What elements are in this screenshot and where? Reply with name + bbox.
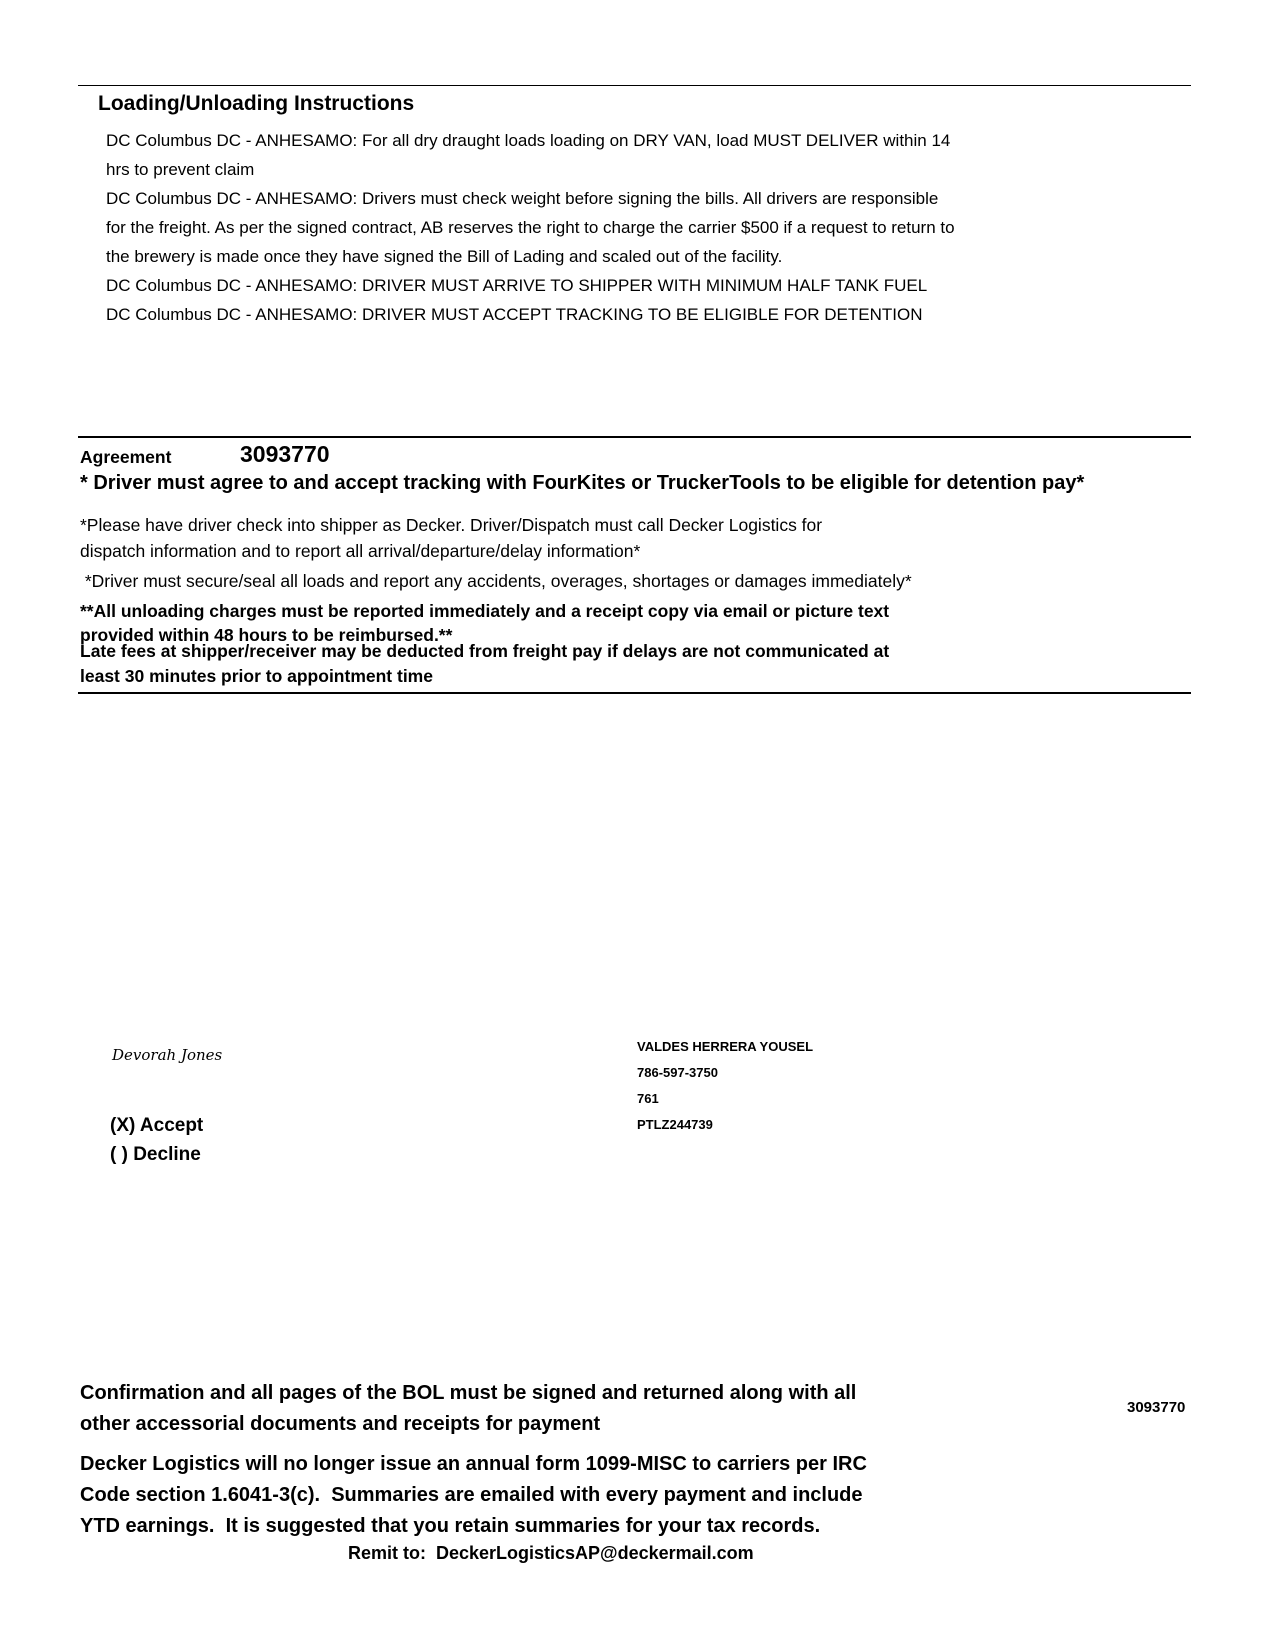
agreement-divider-bottom: [78, 692, 1191, 694]
tax-notice-line: YTD earnings. It is suggested that you retain summaries for your tax records.: [80, 1515, 821, 1537]
tracking-notice: * Driver must agree to and accept tracking with FourKites or TruckerTools to be eligible for detention pay*: [80, 472, 1085, 494]
instruction-line: DC Columbus DC - ANHESAMO: For all dry draught loads loading on DRY VAN, load MUST DELIVER within 14: [106, 131, 951, 150]
instruction-line: DC Columbus DC - ANHESAMO: DRIVER MUST ACCEPT TRACKING TO BE ELIGIBLE FOR DETENTION: [106, 305, 923, 324]
instruction-line: hrs to prevent claim: [106, 160, 255, 179]
page-agreement-code: 3093770: [1127, 1399, 1186, 1416]
carrier-phone: 786-597-3750: [637, 1065, 718, 1080]
tax-notice: [80, 1449, 867, 1542]
tax-notice-line: Decker Logistics will no longer issue an annual form 1099-MISC to carriers per IRC: [80, 1453, 867, 1475]
checkin-instruction: *Please have driver check into shipper as Decker. Driver/Dispatch must call Decker Logistics for: [80, 515, 823, 535]
instruction-line: DC Columbus DC - ANHESAMO: Drivers must check weight before signing the bills. All drivers are responsible: [106, 189, 939, 208]
checkin-instruction: dispatch information and to report all arrival/departure/delay information*: [80, 541, 641, 561]
carrier-trailer-number: PTLZ244739: [637, 1117, 713, 1132]
confirmation-notice: [80, 1378, 856, 1440]
accept-option: [110, 1111, 203, 1169]
loading-instructions-heading: Loading/Unloading Instructions: [98, 92, 415, 115]
unloading-charges-notice: **All unloading charges must be reported immediately and a receipt copy via email or picture text: [80, 601, 890, 621]
loading-instructions-body: [106, 126, 955, 329]
instruction-line: DC Columbus DC - ANHESAMO: DRIVER MUST ARRIVE TO SHIPPER WITH MINIMUM HALF TANK FUEL: [106, 276, 928, 295]
remit-to-email: Remit to: DeckerLogisticsAP@deckermail.com: [348, 1543, 754, 1563]
late-fees-notice: Late fees at shipper/receiver may be deducted from freight pay if delays are not communicated at: [80, 641, 890, 661]
agreement-label: Agreement: [80, 447, 172, 467]
late-fees-notice: least 30 minutes prior to appointment time: [80, 666, 433, 686]
agreement-number: 3093770: [240, 441, 330, 467]
secure-instruction: *Driver must secure/seal all loads and report any accidents, overages, shortages or damages immediately*: [80, 571, 912, 591]
carrier-details: [637, 1034, 813, 1138]
accept-checkbox-label: (X) Accept: [110, 1115, 204, 1136]
instruction-line: the brewery is made once they have signed the Bill of Lading and scaled out of the facility.: [106, 247, 783, 266]
signature: Devorah Jones: [112, 1046, 223, 1064]
confirmation-line: other accessorial documents and receipts for payment: [80, 1413, 601, 1435]
top-divider: [78, 85, 1191, 86]
carrier-truck-number: 761: [637, 1091, 659, 1106]
tax-notice-line: Code section 1.6041-3(c). Summaries are emailed with every payment and include: [80, 1484, 863, 1506]
decline-checkbox-label: ( ) Decline: [110, 1144, 201, 1165]
confirmation-line: Confirmation and all pages of the BOL must be signed and returned along with all: [80, 1382, 857, 1404]
carrier-driver-name: VALDES HERRERA YOUSEL: [637, 1039, 814, 1054]
instruction-line: for the freight. As per the signed contract, AB reserves the right to charge the carrier $500 if a request to return to: [106, 218, 955, 237]
agreement-divider-top: [78, 436, 1191, 438]
unloading-charges-notice: provided within 48 hours to be reimbursed.**: [80, 625, 453, 645]
